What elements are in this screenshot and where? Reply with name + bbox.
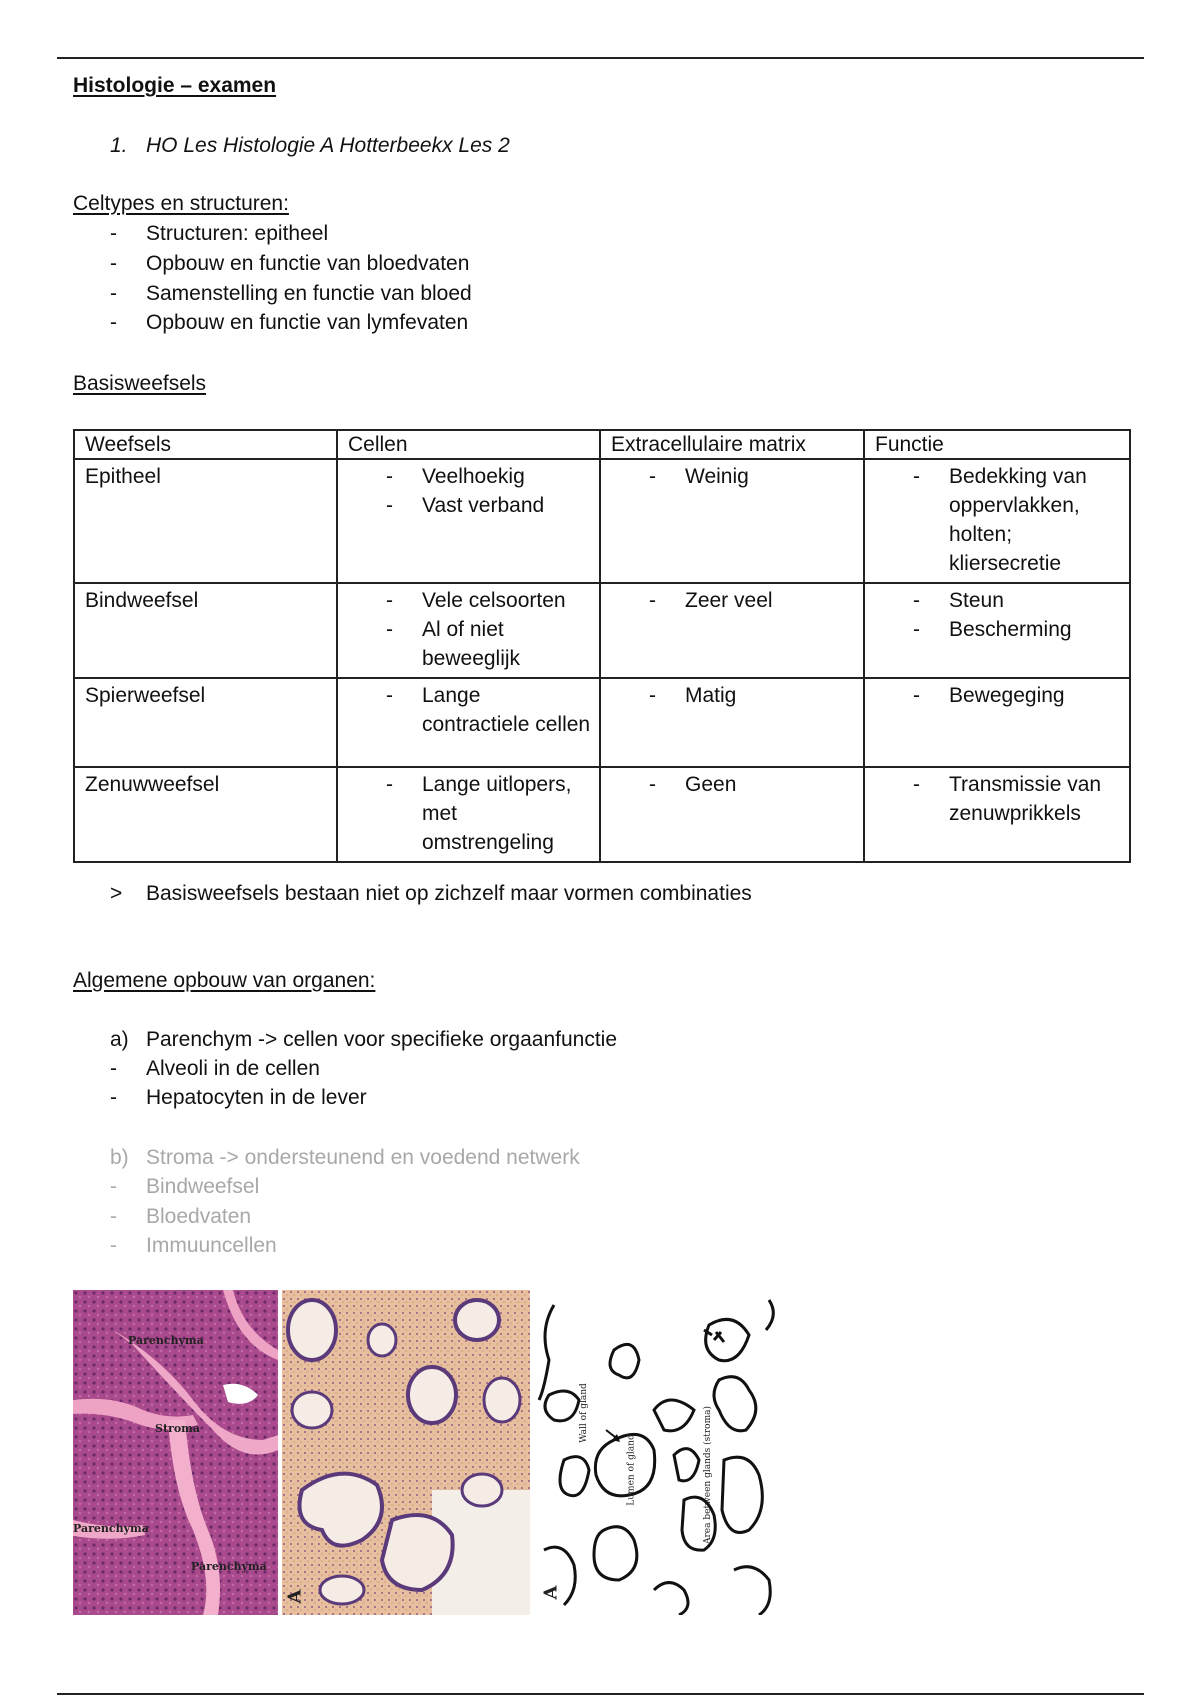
note-item [110,880,752,908]
page-title: Histologie – examen [73,74,277,97]
celltypes-heading: Celtypes en structuren: [73,192,289,215]
bullet: - [110,222,117,245]
list-number: 1. [110,134,128,157]
function-cell [864,767,1130,862]
figure-label: Wall of gland [578,1383,589,1443]
cell-bullet-text: Zeer veel [685,589,773,612]
bullet: - [110,1175,117,1198]
histology-drawing [282,1290,530,1615]
cells-cell [337,678,600,767]
cell-bullet-text: Veelhoekig [422,465,525,488]
bullet: - [649,684,656,707]
function-cell [864,678,1130,767]
table-header-cell: Cellen [337,430,600,459]
cell-bullet-text: Bescherming [949,618,1072,641]
matrix-cell [600,583,864,678]
tissue-table [73,429,1131,863]
tissue-cell: Epitheel [74,459,337,583]
cell-bullet-text: Geen [685,773,737,796]
list-item [110,1055,320,1083]
bullet: - [649,465,656,488]
table-row [74,583,1130,678]
bullet: - [110,252,117,275]
bullet: - [386,618,393,641]
figure-label: Lumen of gland [626,1434,637,1506]
list-letter: a) [110,1028,129,1051]
figure-label: Area between glands (stroma) [703,1406,713,1544]
bullet: - [386,494,393,517]
table-row [74,767,1130,862]
cell-bullet-text: Weinig [685,465,749,488]
cells-cell [337,459,600,583]
list-item [110,1203,251,1231]
source-list-item [110,132,510,160]
bullet: - [110,1234,117,1257]
cell-bullet-text: Bedekking van oppervlakken, holten; kliersecretie [949,465,1087,575]
list-item-text: Hepatocyten in de lever [146,1086,367,1109]
bullet: - [649,773,656,796]
panel-letter: A [540,1585,562,1600]
bullet: - [110,311,117,334]
histology-image-pancreas [73,1290,278,1615]
cell-bullet-text: Al of niet beweeglijk [422,618,521,670]
table-header-cell: Functie [864,430,1130,459]
histology-image-glands [282,1290,530,1615]
cell-bullet-text: Matig [685,684,737,707]
list-item-text: Structuren: epitheel [146,222,329,245]
note-text: Basisweefsels bestaan niet op zichzelf maar vormen combinaties [146,882,752,905]
table-row [74,678,1130,767]
list-item-text: Opbouw en functie van bloedvaten [146,252,470,275]
list-item-text: Bindweefsel [146,1175,260,1198]
bullet: - [110,1205,117,1228]
bullet: - [110,282,117,305]
cell-bullet-text: Bewegeging [949,684,1065,707]
function-cell [864,459,1130,583]
bullet: - [386,589,393,612]
list-item [110,1173,259,1201]
bullet: - [913,618,920,641]
list-item [110,309,468,337]
bullet: - [913,589,920,612]
table-header-row [74,430,1130,459]
cells-cell [337,767,600,862]
figure-label: Parenchyma [73,1522,149,1535]
figure-label: Stroma [155,1422,200,1435]
matrix-cell [600,767,864,862]
bullet: - [386,465,393,488]
schematic-drawing [534,1290,779,1615]
source-text: HO Les Histologie A Hotterbeekx Les 2 [146,134,510,157]
bullet: - [913,773,920,796]
gland-schematic [534,1290,779,1615]
arrow-marker: > [110,882,123,905]
bullet: - [110,1057,117,1080]
list-item-text: Alveoli in de cellen [146,1057,320,1080]
table-header-cell: Extracellulaire matrix [600,430,864,459]
bullet: - [649,589,656,612]
table-header-cell: Weefsels [74,430,337,459]
bullet: - [913,465,920,488]
list-item-text: Bloedvaten [146,1205,252,1228]
basisweefsels-heading: Basisweefsels [73,372,207,395]
list-letter: b) [110,1146,129,1169]
cell-bullet-text: Lange uitlopers, met omstrengeling [422,773,572,854]
tissue-cell: Spierweefsel [74,678,337,767]
tissue-cell: Zenuwweefsel [74,767,337,862]
panel-letter: A [284,1589,306,1604]
cells-cell [337,583,600,678]
list-item-text: Samenstelling en functie van bloed [146,282,472,305]
cell-bullet-text: Vele celsoorten [422,589,566,612]
list-item [110,250,469,278]
list-item [110,1232,277,1260]
list-item [110,220,328,248]
cell-bullet-text: Vast verband [422,494,545,517]
list-item [110,1144,580,1172]
figure-label: Parenchyma [191,1560,267,1573]
bullet: - [110,1086,117,1109]
bullet: - [386,773,393,796]
top-rule [57,57,1144,59]
bottom-rule [57,1693,1144,1695]
list-item-text: Parenchym -> cellen voor specifieke orgaanfunctie [146,1028,618,1051]
figure-label: Parenchyma [128,1334,204,1347]
matrix-cell [600,678,864,767]
bullet: - [913,684,920,707]
cell-bullet-text: Lange contractiele cellen [422,684,591,736]
cell-bullet-text: Transmissie van zenuwprikkels [949,773,1102,825]
matrix-cell [600,459,864,583]
bullet: - [386,684,393,707]
list-item [110,280,472,308]
function-cell [864,583,1130,678]
list-item-text: Stroma -> ondersteunend en voedend netwerk [146,1146,580,1169]
cell-bullet-text: Steun [949,589,1004,612]
organs-heading: Algemene opbouw van organen: [73,969,376,992]
tissue-cell: Bindweefsel [74,583,337,678]
table-row [74,459,1130,583]
list-item [110,1026,617,1054]
list-item-text: Immuuncellen [146,1234,277,1257]
list-item [110,1084,367,1112]
list-item-text: Opbouw en functie van lymfevaten [146,311,469,334]
